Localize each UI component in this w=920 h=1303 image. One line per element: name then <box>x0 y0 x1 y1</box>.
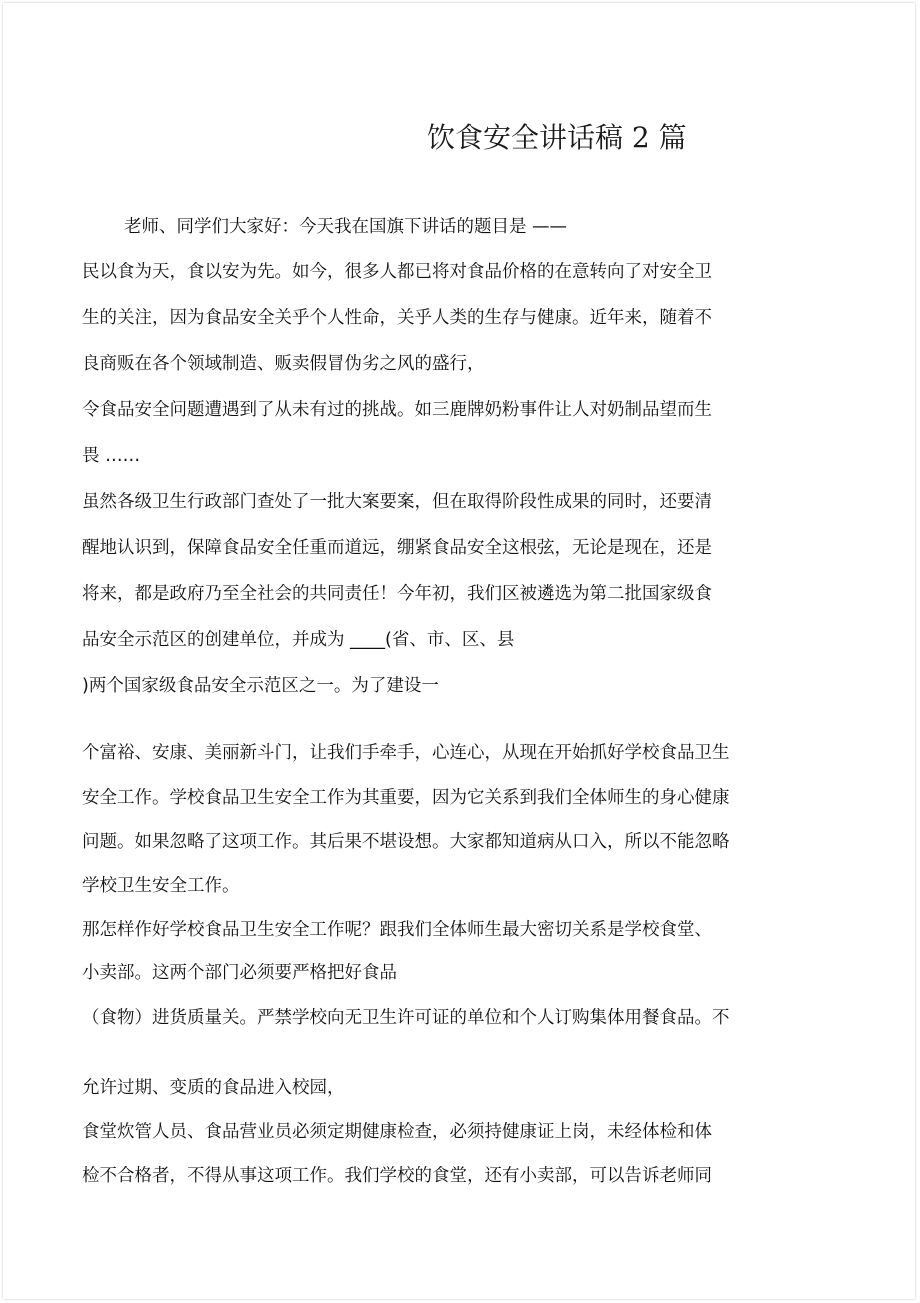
document-page <box>3 3 915 1299</box>
paragraph-line: 令食品安全问题遭遇到了从未有过的挑战。如三鹿牌奶粉事件让人对奶制品望而生 <box>82 400 712 420</box>
paragraph-line: 学校卫生安全工作。 <box>82 876 240 896</box>
paragraph-line: 虽然各级卫生行政部门查处了一批大案要案，但在取得阶段性成果的同时，还要清 <box>82 492 712 512</box>
paragraph-line: 畏 …… <box>82 446 141 466</box>
paragraph-line: 品安全示范区的创建单位，并成为 ____(省、市、区、县 <box>82 630 515 650</box>
document-title: 饮食安全讲话稿 2 篇 <box>427 121 687 154</box>
paragraph-line: （食物）进货质量关。严禁学校向无卫生许可证的单位和个人订购集体用餐食品。不 <box>82 1008 730 1028</box>
paragraph-line: 老师、同学们大家好：今天我在国旗下讲话的题目是 —— <box>124 217 568 237</box>
paragraph-line: 允许过期、变质的食品进入校园， <box>82 1078 345 1098</box>
paragraph-line: 问题。如果忽略了这项工作。其后果不堪设想。大家都知道病从口入，所以不能忽略 <box>82 832 730 852</box>
paragraph-line: 醒地认识到，保障食品安全任重而道远，绷紧食品安全这根弦，无论是现在，还是 <box>82 538 712 558</box>
paragraph-line: )两个国家级食品安全示范区之一。为了建设一 <box>82 676 439 696</box>
paragraph-line: 那怎样作好学校食品卫生安全工作呢？跟我们全体师生最大密切关系是学校食堂、 <box>82 920 712 940</box>
paragraph-line: 检不合格者，不得从事这项工作。我们学校的食堂，还有小卖部，可以告诉老师同 <box>82 1166 712 1186</box>
paragraph-line: 小卖部。这两个部门必须要严格把好食品 <box>82 963 397 983</box>
paragraph-line: 生的关注，因为食品安全关乎个人性命，关乎人类的生存与健康。近年来，随着不 <box>82 308 712 328</box>
paragraph-line: 良商贩在各个领域制造、贩卖假冒伪劣之风的盛行， <box>82 354 485 374</box>
paragraph-line: 民以食为天，食以安为先。如今，很多人都已将对食品价格的在意转向了对安全卫 <box>82 262 712 282</box>
paragraph-line: 食堂炊管人员、食品营业员必须定期健康检查，必须持健康证上岗，未经体检和体 <box>82 1122 712 1142</box>
paragraph-line: 个富裕、安康、美丽新斗门，让我们手牵手，心连心，从现在开始抓好学校食品卫生 <box>82 743 730 763</box>
paragraph-line: 安全工作。学校食品卫生安全工作为其重要，因为它关系到我们全体师生的身心健康 <box>82 788 730 808</box>
paragraph-line: 将来，都是政府乃至全社会的共同责任！今年初，我们区被遴选为第二批国家级食 <box>82 584 712 604</box>
